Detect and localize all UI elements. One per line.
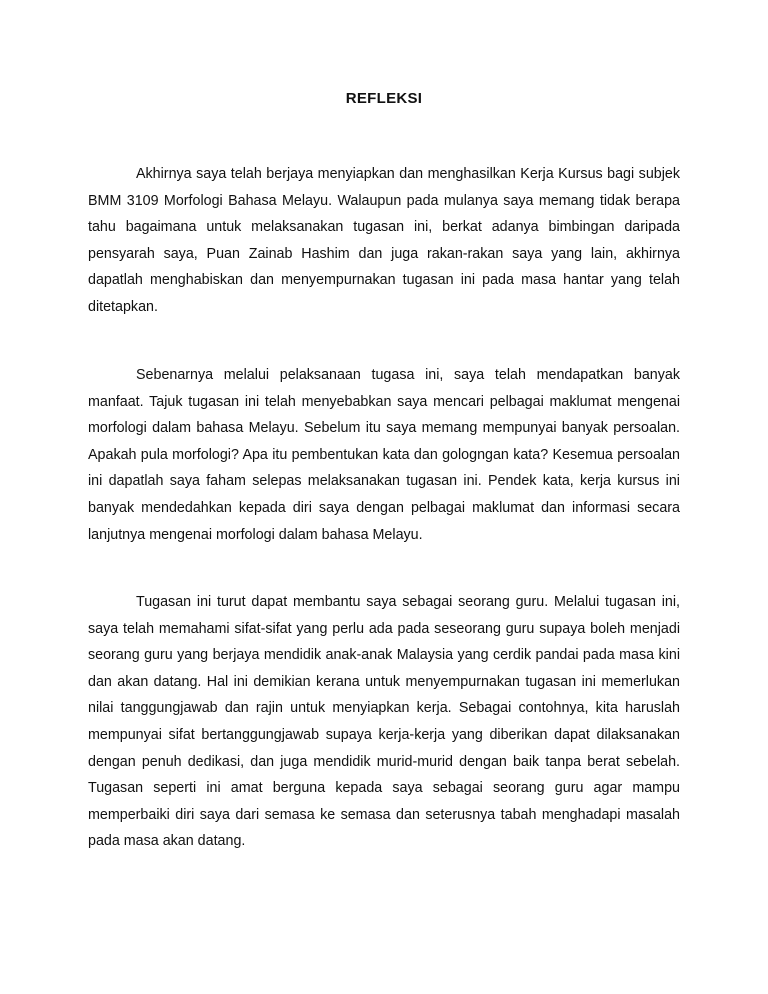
- page-title: REFLEKSI: [345, 90, 423, 107]
- paragraph-2: Sebenarnya melalui pelaksanaan tugasa ini, saya telah mendapatkan banyak manfaat. Tajuk tugasan ini telah menyebabkan saya mencari pelbagai maklumat mengenai morfologi dalam bahasa Melayu. Sebelum itu saya memang mempunyai banyak persoalan. Apakah pula morfologi? Apa itu pembentukan kata dan gologngan kata? Kesemua persoalan ini dapatlah saya faham selepas melaksanakan tugasan ini. Pendek kata, kerja kursus ini banyak mendedahkan kepada diri saya dengan pelbagai maklumat dan informasi secara lanjutnya mengenai morfologi dalam bahasa Melayu.: [88, 367, 680, 543]
- paragraph-1: Akhirnya saya telah berjaya menyiapkan dan menghasilkan Kerja Kursus bagi subjek BMM 3109 Morfologi Bahasa Melayu. Walaupun pada mulanya saya memang tidak berapa tahu bagaimana untuk melaksanakan tugasan ini, berkat adanya bimbingan daripada pensyarah saya, Puan Zainab Hashim dan juga rakan-rakan saya yang lain, akhirnya dapatlah menghabiskan dan menyempurnakan tugasan ini pada masa hantar yang telah ditetapkan.: [88, 166, 680, 315]
- paragraph-3: Tugasan ini turut dapat membantu saya sebagai seorang guru. Melalui tugasan ini, saya telah memahami sifat-sifat yang perlu ada pada seseorang guru supaya boleh menjadi seorang guru yang berjaya mendidik anak-anak Malaysia yang cerdik pandai pada masa kini dan akan datang. Hal ini demikian kerana untuk menyempurnakan tugasan ini memerlukan nilai tanggungjawab dan rajin untuk menyiapkan kerja. Sebagai contohnya, kita haruslah mempunyai sifat bertanggungjawab supaya kerja-kerja yang diberikan dapat dilaksanakan dengan penuh dedikasi, dan juga mendidik murid-murid dengan baik tanpa berat sebelah. Tugasan seperti ini amat berguna kepada saya sebagai seorang guru agar mampu memperbaiki diri saya dari semasa ke semasa dan seterusnya tabah menghadapi masalah pada masa akan datang.: [88, 594, 680, 850]
